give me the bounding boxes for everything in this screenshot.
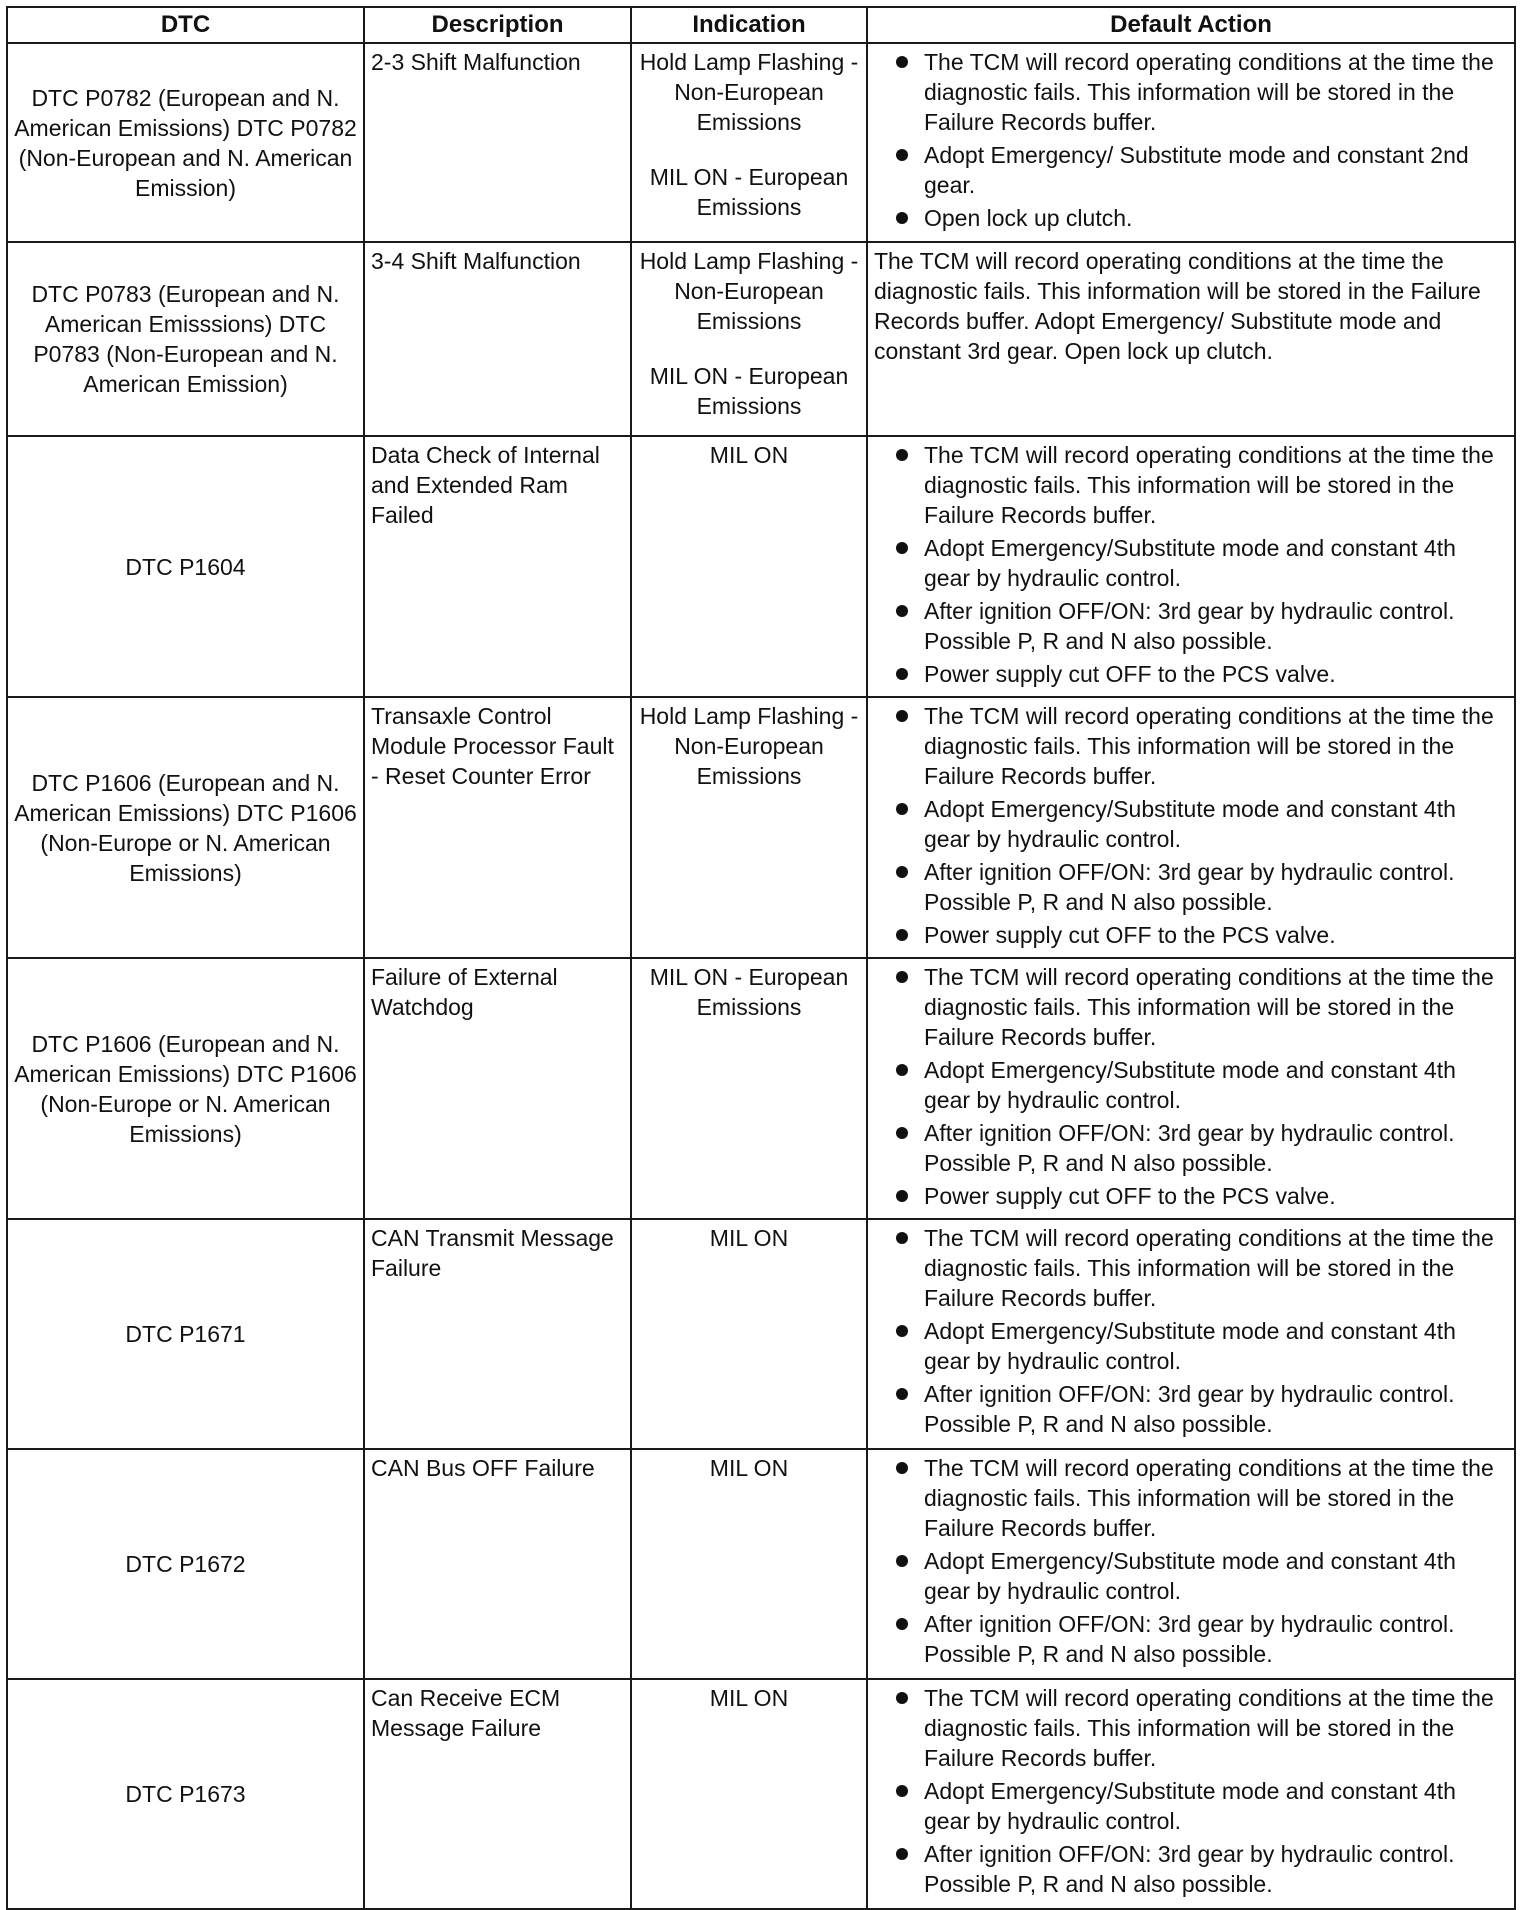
indication-cell [631, 697, 867, 958]
action-item: The TCM will record operating conditions at the time the diagnostic fails. This information will be stored in the Failure Records buffer. [874, 962, 1508, 1052]
table-body [7, 43, 1515, 1909]
action-list [874, 1453, 1508, 1669]
indication-text: MIL ON [709, 1455, 789, 1481]
action-list [874, 701, 1508, 950]
dtc-code-cell: DTC P1606 (European and N. American Emissions) DTC P1606 (Non-Europe or N. American Emissions) [7, 958, 364, 1219]
indication-cell [631, 1219, 867, 1449]
action-item: Adopt Emergency/Substitute mode and constant 4th gear by hydraulic control. [874, 1776, 1508, 1836]
indication-cell [631, 958, 867, 1219]
action-list [874, 47, 1508, 233]
action-item: Power supply cut OFF to the PCS valve. [874, 1181, 1508, 1211]
action-item: The TCM will record operating conditions at the time the diagnostic fails. This information will be stored in the Failure Records buffer. [874, 701, 1508, 791]
indication-text: MIL ON [709, 1225, 789, 1251]
action-list [874, 1223, 1508, 1439]
dtc-code-cell: DTC P1673 [7, 1679, 364, 1909]
action-item: Power supply cut OFF to the PCS valve. [874, 659, 1508, 689]
dtc-code-cell: DTC P1671 [7, 1219, 364, 1449]
indication-cell [631, 1679, 867, 1909]
dtc-code-cell: DTC P1672 [7, 1449, 364, 1679]
table-header [7, 7, 1515, 43]
default-action-cell [867, 43, 1515, 242]
default-action-cell [867, 1219, 1515, 1449]
description-cell: 2-3 Shift Malfunction [364, 43, 631, 242]
action-item: After ignition OFF/ON: 3rd gear by hydraulic control. Possible P, R and N also possible. [874, 1379, 1508, 1439]
indication-text: MIL ON - European Emissions [649, 363, 849, 419]
indication-text: Hold Lamp Flashing - Non-European Emissions [639, 49, 859, 135]
indication-text: MIL ON [709, 442, 789, 468]
indication-cell [631, 242, 867, 436]
action-item: Adopt Emergency/Substitute mode and constant 4th gear by hydraulic control. [874, 794, 1508, 854]
table-row [7, 958, 1515, 1219]
default-action-cell [867, 1679, 1515, 1909]
dtc-code-cell: DTC P1606 (European and N. American Emissions) DTC P1606 (Non-Europe or N. American Emissions) [7, 697, 364, 958]
action-item: After ignition OFF/ON: 3rd gear by hydraulic control. Possible P, R and N also possible. [874, 1839, 1508, 1899]
indication-cell [631, 436, 867, 697]
action-item: Power supply cut OFF to the PCS valve. [874, 920, 1508, 950]
action-item: The TCM will record operating conditions at the time the diagnostic fails. This information will be stored in the Failure Records buffer. [874, 1683, 1508, 1773]
indication-text: MIL ON [709, 1685, 789, 1711]
description-cell: Can Receive ECM Message Failure [364, 1679, 631, 1909]
description-cell: Failure of External Watchdog [364, 958, 631, 1219]
action-item: Adopt Emergency/Substitute mode and constant 4th gear by hydraulic control. [874, 533, 1508, 593]
indication-text: Hold Lamp Flashing - Non-European Emissions [639, 248, 859, 334]
action-item: Adopt Emergency/Substitute mode and constant 4th gear by hydraulic control. [874, 1546, 1508, 1606]
table-row [7, 242, 1515, 436]
description-cell: 3-4 Shift Malfunction [364, 242, 631, 436]
action-item: The TCM will record operating conditions at the time the diagnostic fails. This information will be stored in the Failure Records buffer. [874, 1223, 1508, 1313]
dtc-code-cell: DTC P0782 (European and N. American Emissions) DTC P0782 (Non-European and N. American Emission) [7, 43, 364, 242]
header-dtc: DTC [7, 7, 364, 43]
action-item: After ignition OFF/ON: 3rd gear by hydraulic control. Possible P, R and N also possible. [874, 857, 1508, 917]
action-item: After ignition OFF/ON: 3rd gear by hydraulic control. Possible P, R and N also possible. [874, 1609, 1508, 1669]
indication-cell [631, 43, 867, 242]
description-cell: Transaxle Control Module Processor Fault - Reset Counter Error [364, 697, 631, 958]
header-indication: Indication [631, 7, 867, 43]
default-action-cell [867, 697, 1515, 958]
action-item: The TCM will record operating conditions at the time the diagnostic fails. This information will be stored in the Failure Records buffer. [874, 1453, 1508, 1543]
action-list [874, 1683, 1508, 1899]
indication-text: Hold Lamp Flashing - Non-European Emissions [639, 703, 859, 789]
table-row [7, 1679, 1515, 1909]
table-row [7, 43, 1515, 242]
action-item: Adopt Emergency/Substitute mode and constant 4th gear by hydraulic control. [874, 1316, 1508, 1376]
description-cell: CAN Bus OFF Failure [364, 1449, 631, 1679]
header-description: Description [364, 7, 631, 43]
indication-text: MIL ON - European Emissions [649, 964, 849, 1020]
header-default-action: Default Action [867, 7, 1515, 43]
action-item: The TCM will record operating conditions at the time the diagnostic fails. This information will be stored in the Failure Records buffer. [874, 440, 1508, 530]
action-item: After ignition OFF/ON: 3rd gear by hydraulic control. Possible P, R and N also possible. [874, 1118, 1508, 1178]
dtc-table [6, 6, 1516, 1910]
description-cell: Data Check of Internal and Extended Ram Failed [364, 436, 631, 697]
table-row [7, 1219, 1515, 1449]
dtc-code-cell: DTC P0783 (European and N. American Emisssions) DTC P0783 (Non-European and N. American Emission) [7, 242, 364, 436]
table-row [7, 1449, 1515, 1679]
action-paragraph: The TCM will record operating conditions at the time the diagnostic fails. This information will be stored in the Failure Records buffer. Adopt Emergency/ Substitute mode and constant 3rd gear. Open lock up clutch. [874, 248, 1481, 364]
default-action-cell [867, 958, 1515, 1219]
indication-text: MIL ON - European Emissions [649, 164, 849, 220]
action-item: Adopt Emergency/Substitute mode and constant 4th gear by hydraulic control. [874, 1055, 1508, 1115]
indication-cell [631, 1449, 867, 1679]
action-list [874, 962, 1508, 1211]
action-item: After ignition OFF/ON: 3rd gear by hydraulic control. Possible P, R and N also possible. [874, 596, 1508, 656]
action-item: The TCM will record operating conditions at the time the diagnostic fails. This information will be stored in the Failure Records buffer. [874, 47, 1508, 137]
action-item: Adopt Emergency/ Substitute mode and constant 2nd gear. [874, 140, 1508, 200]
header-row [7, 7, 1515, 43]
default-action-cell [867, 436, 1515, 697]
description-cell: CAN Transmit Message Failure [364, 1219, 631, 1449]
table-row [7, 697, 1515, 958]
action-item: Open lock up clutch. [874, 203, 1508, 233]
dtc-code-cell: DTC P1604 [7, 436, 364, 697]
table-row [7, 436, 1515, 697]
default-action-cell [867, 1449, 1515, 1679]
action-list [874, 440, 1508, 689]
default-action-cell [867, 242, 1515, 436]
